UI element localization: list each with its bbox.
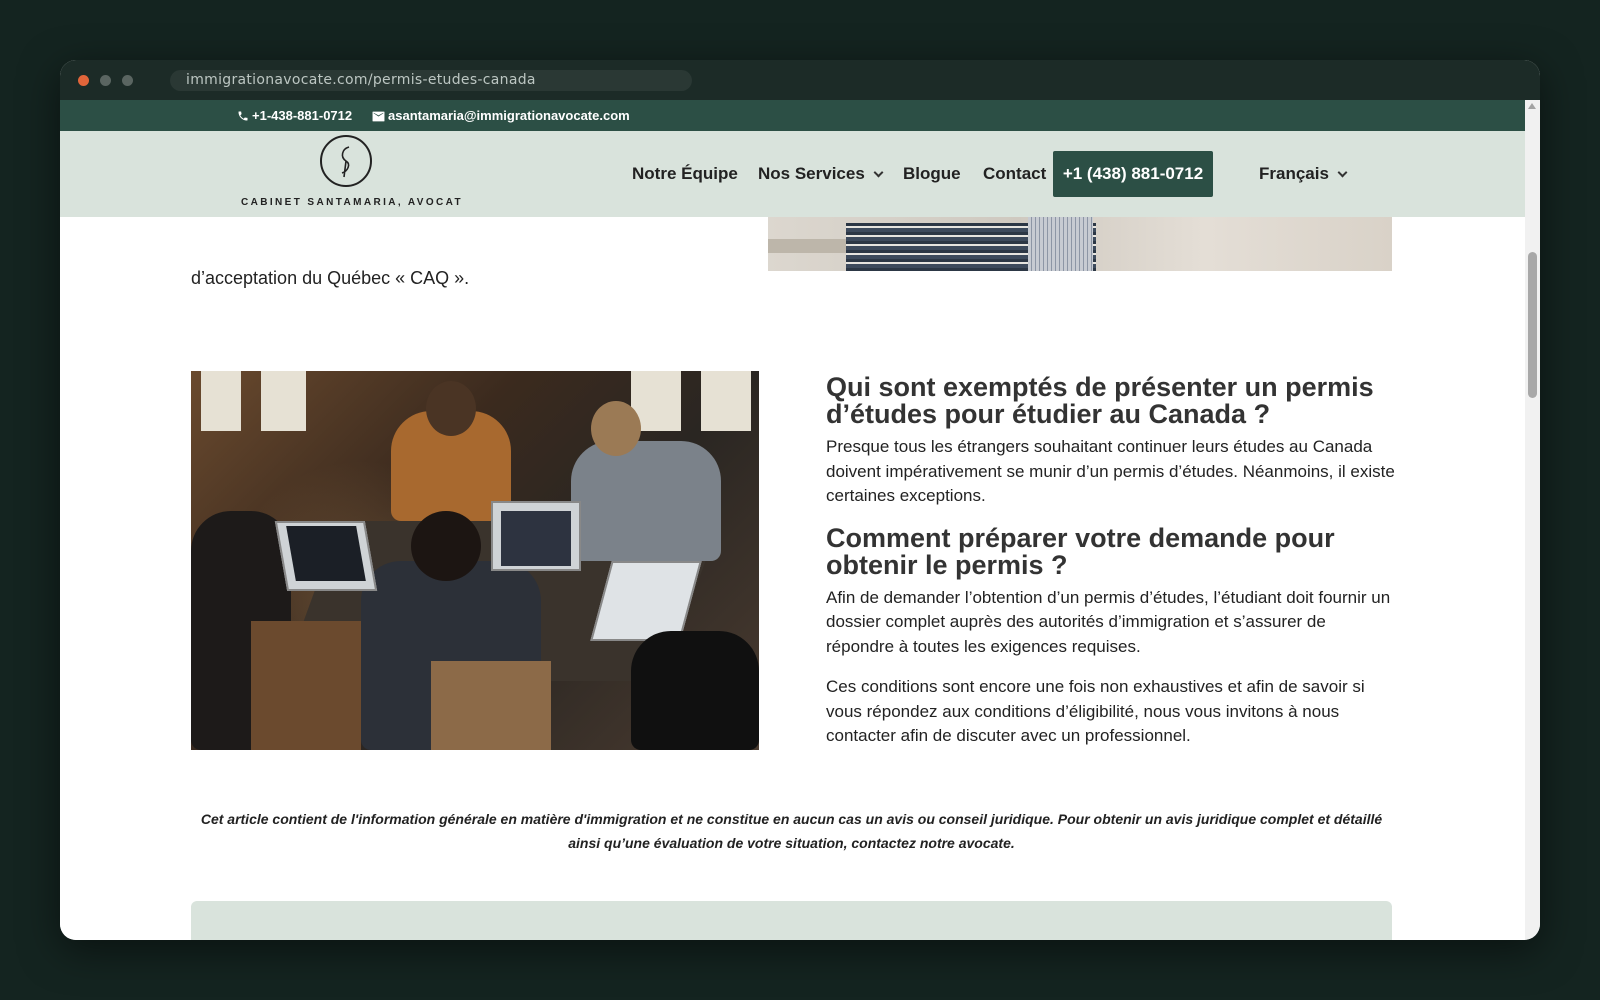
nav-nos-services[interactable] — [758, 131, 882, 217]
vertical-scrollbar[interactable] — [1525, 100, 1540, 940]
section-paragraph-conditions: Ces conditions sont encore une fois non exhaustives et afin de savoir si vous répondez aux conditions d’éligibilité, nous vous invitons à nous contacter afin de discuter avec un professionnel. — [826, 677, 1365, 745]
logo-monogram-icon — [320, 135, 372, 187]
browser-titlebar — [60, 60, 1540, 100]
contact-box — [191, 901, 1392, 940]
language-selector[interactable] — [1259, 131, 1346, 217]
nav-contact[interactable]: Contact — [983, 164, 1047, 183]
logo-text: CABINET SANTAMARIA, AVOCAT — [240, 197, 464, 208]
previous-paragraph-tail: d’acceptation du Québec « CAQ ». — [191, 268, 470, 288]
site-logo[interactable] — [238, 131, 466, 217]
main-navbar — [60, 131, 1525, 217]
topbar-phone-text: +1-438-881-0712 — [252, 108, 353, 123]
nav-notre-equipe[interactable]: Notre Équipe — [632, 164, 738, 183]
books-image — [768, 217, 1392, 271]
legal-disclaimer: Cet article contient de l'information générale en matière d'immigration et ne constitue en aucun cas un avis ou conseil juridique. Pour obtenir un avis juridique complet et détaillé ainsi qu’une évaluation de votre situation, contactez notre avocate. — [200, 811, 1383, 851]
topbar-email-text: asantamaria@immigrationavocate.com — [388, 108, 630, 123]
call-phone-button[interactable]: +1 (438) 881-0712 — [1053, 151, 1213, 197]
address-bar[interactable]: immigrationavocate.com/permis-etudes-canada — [170, 70, 692, 91]
scroll-up-arrow-icon[interactable] — [1528, 103, 1536, 109]
section-heading-preparation: Comment préparer votre demande pour obtenir le permis ? — [826, 522, 1335, 580]
students-with-laptops-image — [191, 371, 759, 750]
topbar-phone-link[interactable] — [237, 100, 352, 131]
chevron-down-icon — [873, 168, 883, 178]
contact-topbar — [60, 100, 1525, 131]
scrollbar-thumb[interactable] — [1528, 252, 1537, 398]
page-viewport — [60, 100, 1525, 940]
section-paragraph-preparation: Afin de demander l’obtention d’un permis d’études, l’étudiant doit fournir un dossier complet auprès des autorités d’immigration et s’assurer de répondre à toutes les exigences requises. — [826, 587, 1391, 656]
minimize-window-button[interactable] — [100, 75, 111, 86]
phone-icon — [237, 110, 249, 122]
chevron-down-icon — [1337, 168, 1347, 178]
section-paragraph-exemptions: Presque tous les étrangers souhaitant continuer leurs études au Canada doivent impérativement se munir d’un permis d’études. Néanmoins, il existe certaines exceptions. — [826, 437, 1395, 505]
nav-blogue[interactable]: Blogue — [903, 164, 961, 183]
section-heading-exemptions: Qui sont exemptés de présenter un permis d’études pour étudier au Canada ? — [826, 372, 1374, 429]
maximize-window-button[interactable] — [122, 75, 133, 86]
close-window-button[interactable] — [78, 75, 89, 86]
article-section — [826, 374, 1396, 765]
language-selector-label: Français — [1259, 164, 1329, 183]
topbar-email-link[interactable] — [372, 100, 630, 131]
browser-window — [60, 60, 1540, 940]
mail-icon — [372, 111, 385, 122]
nav-nos-services-label: Nos Services — [758, 164, 865, 183]
